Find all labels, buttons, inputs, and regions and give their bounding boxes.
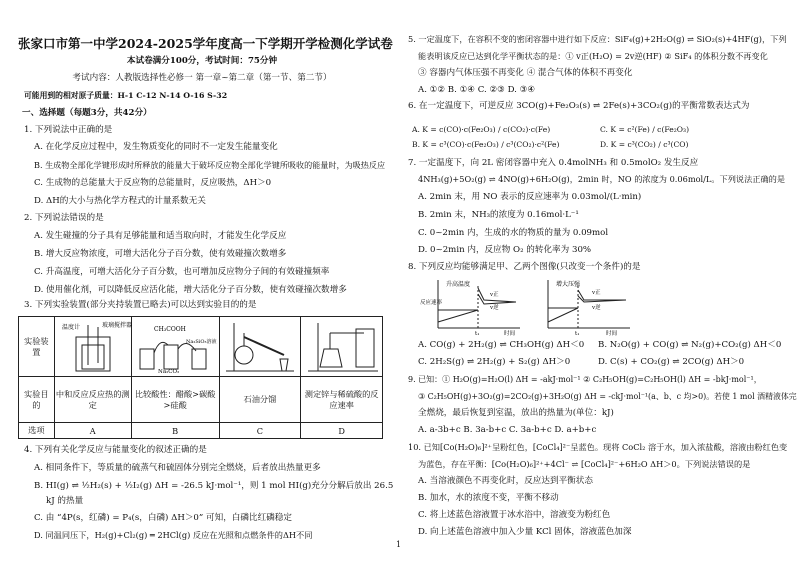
q3-purpose-d: 测定锌与稀硫酸的反应速率 (301, 377, 383, 423)
graph1-label: 升高温度 (446, 281, 471, 288)
q1-option-b: B. 生成物全部化学键形成时所释放的能量大于破坏反应物全部化学键所吸收的能量时，为吸热反应 (34, 160, 386, 170)
q8-option-c: C. 2H₂S(g) ⇌ 2H₂(g) + S₂(g) ΔH＞0 (418, 357, 571, 367)
q8-option-a: A. CO(g) + 2H₂(g) ⇌ CH₃OH(g) ΔH＜0 (418, 340, 585, 350)
q8-stem: 8. 下列反应均能够满足甲、乙两个图像(只改变一个条件)的是 (408, 262, 641, 272)
q3-row-option-head: 选项 (19, 423, 55, 439)
q4-option-c: C. 由 “4P(s，红磷) = P₄(s，白磷) ΔH＞0” 可知，白磷比红磷稳定 (34, 513, 292, 523)
q4-option-b: B. HI(g) ⇌ ½H₂(s) + ½I₂(g) ΔH = -26.5 kJ·mol⁻¹，则 1 mol HI(g)充分分解后放出 26.5 (34, 481, 394, 491)
q2-option-a: A. 发生碰撞的分子具有足够能量和适当取向时，才能发生化学反应 (34, 231, 287, 241)
acetic-label: CH₃COOH (154, 325, 187, 333)
q9-stem-2: ③ C₂H₅OH(g)+3O₂(g)=2CO₂(g)+3H₂O(g) ΔH = -ckJ·mol⁻¹(a、b、c 均>0)。若使 1 mol 酒精液体完 (418, 392, 797, 401)
q4-stem: 4. 下列有关化学反应与能量变化的叙述正确的是 (24, 445, 207, 455)
q3-purpose-b: 比较酸性：醋酸>碳酸>硅酸 (131, 377, 219, 423)
q7-option-b: B. 2min 末，NH₃的浓度为 0.16mol·L⁻¹ (418, 210, 579, 220)
q5-stem: 5. 一定温度下，在容积不变的密闭容器中进行如下反应：SiF₄(g)+2H₂O(g) ⇌ SiO₂(s)+4HF(g)，下列 (408, 34, 787, 44)
q1-option-a: A. 在化学反应过程中，发生物质变化的同时不一定发生能量变化 (34, 142, 278, 152)
graph1-t: t₁ (475, 331, 480, 337)
score-time: 本试卷满分100分，考试时间：75分钟 (126, 56, 278, 66)
graph2-t: t₁ (575, 331, 580, 337)
q8-option-d: D. C(s) + CO₂(g) ⇌ 2CO(g) ΔH＞0 (598, 357, 745, 367)
reaction-rate-diagram (304, 319, 380, 375)
q2-option-c: C. 升高温度，可增大活化分子百分数，也可增加反应物分子间的有效碰撞频率 (34, 267, 330, 277)
q7-option-d: D. 0~2min 内，反应物 O₂ 的转化率为 30% (418, 245, 592, 255)
q3-row-purpose-head: 实验目的 (19, 377, 55, 423)
q1-option-d: D. ΔH的大小与热化学方程式的计量系数无关 (34, 196, 206, 206)
q1-stem: 1. 下列说法中正确的是 (24, 125, 113, 135)
q2-stem: 2. 下列说法错误的是 (24, 213, 104, 223)
q9-options: A. a-3b+c B. 3a-b+c C. 3a-b+c D. a+b+c (418, 425, 597, 435)
apparatus-a (54, 317, 131, 377)
graph2-xlabel: 时间 (606, 331, 618, 337)
q7-option-a: A. 2min 末，用 NO 表示的反应速率为 0.03mol/(L·min) (418, 192, 642, 202)
q5-stem-2: 能表明该反应已达到化学平衡状态的是：① v正(H₂O) = 2v逆(HF) ② SiF₄ 的体积分数不再变化 (418, 51, 768, 61)
graph1-vfwd: v正 (490, 292, 499, 298)
graph2-vfwd: v正 (592, 290, 601, 296)
page-number: 1 (396, 540, 402, 549)
silicate-label: Na₂SiO₃溶液 (186, 338, 217, 345)
q3-row-apparatus-head: 实验装置 (19, 317, 55, 377)
q2-option-d: D. 使用催化剂，可以降低反应活化能，增大活化分子百分数，使有效碰撞次数增多 (34, 285, 347, 295)
carbonate-label: Na₂CO₃ (158, 368, 180, 375)
q10-option-a: A. 当溶液颜色不再变化时，反应达到平衡状态 (418, 476, 593, 486)
graph-pressure (530, 276, 650, 336)
acid-strength-diagram (134, 319, 216, 375)
section-heading: 一、选择题（每题3分，共42分） (22, 108, 152, 118)
q3-apparatus-table (18, 316, 383, 439)
apparatus-b (131, 317, 219, 377)
q7-stem-2: 4NH₃(g)+5O₂(g) ⇌ 4NO(g)+6H₂O(g)，2min 时，NO 的浓度为 0.06mol/L。下列说法正确的是 (418, 174, 786, 184)
q3-option-c: C (219, 423, 301, 439)
q1-option-c: C. 生成物的总能量大于反应物的总能量时，反应吸热，ΔH＞0 (34, 178, 272, 188)
q9-stem-3: 全燃烧，最后恢复到室温，放出的热量为(单位：kJ) (418, 408, 614, 418)
q3-option-b: B (131, 423, 219, 439)
graph1-ylabel: 反应速率 (420, 300, 443, 306)
q6-stem: 6. 在一定温度下，可逆反应 3CO(g)+Fe₂O₃(s) ⇌ 2Fe(s)+3CO₂(g)的平衡常数表达式为 (408, 101, 750, 111)
atomic-mass: 可能用到的相对原子质量：H-1 C-12 N-14 O-16 S-32 (24, 91, 228, 100)
q3-purpose-a: 中和反应反应热的测定 (54, 377, 131, 423)
stirrer-label: 玻璃搅拌器 (101, 321, 132, 329)
apparatus-d (301, 317, 383, 377)
q10-stem: 10. 已知[Co(H₂O)₆]²⁺呈粉红色，[CoCl₄]²⁻呈蓝色。现将 CoCl₂ 溶于水，加入浓盐酸，溶液由粉红色变 (408, 442, 788, 452)
graph2-vrev: v逆 (592, 305, 601, 311)
calorimeter-diagram (58, 319, 132, 375)
q10-option-d: D. 向上述蓝色溶液中加入少量 KCl 固体，溶液蓝色加深 (418, 527, 632, 537)
thermometer-label: 温度计 (61, 323, 80, 331)
exam-title: 张家口市第一中学2024-2025学年度高一下学期开学检测化学试卷 (18, 36, 393, 51)
q4-option-a: A. 相同条件下，等质量的硫蒸气和硫固体分别完全燃烧，后者放出热量更多 (34, 463, 321, 473)
q6-option-a: A. K = c(CO)·c(Fe₂O₃) / c(CO₂)·c(Fe) (412, 125, 551, 134)
q7-option-c: C. 0~2min 内，生成的水的物质的量为 0.09mol (418, 228, 609, 238)
q6-option-d: D. K = c³(CO₂) / c³(CO) (600, 140, 689, 149)
q6-option-c: C. K = c²(Fe) / c(Fe₂O₃) (600, 125, 690, 134)
q10-option-c: C. 将上述蓝色溶液置于冰水浴中，溶液变为粉红色 (418, 510, 611, 520)
graph2-label: 增大压强 (556, 281, 581, 288)
q8-option-b: B. N₂O(g) + CO(g) ⇌ N₂(g)+CO₂(g) ΔH＜0 (598, 340, 782, 350)
exam-scope: 考试内容：人教版选择性必修一 第一章~第二章（第一节、第二节） (72, 73, 332, 83)
q7-stem: 7. 一定温度下，向 2L 密闭容器中充入 0.4molNH₃ 和 0.5molO₂ 发生反应 (408, 158, 699, 168)
q9-stem: 9. 已知：① H₂O(g)=H₂O(l) ΔH = -akJ·mol⁻¹ ② C₂H₅OH(g)=C₂H₅OH(l) ΔH = -bkJ·mol⁻¹， (408, 375, 762, 384)
q6-option-b: B. K = c³(CO)·c(Fe₂O₃) / c³(CO₂)·c²(Fe) (412, 140, 560, 149)
q3-stem: 3. 下列实验装置(部分夹持装置已略去)可以达到实验目的的是 (24, 300, 257, 310)
distillation-diagram (222, 319, 298, 375)
q4-option-b-cont: kJ 的热量 (46, 496, 84, 506)
q10-option-b: B. 加水，水的浓度不变，平衡不移动 (418, 493, 559, 503)
apparatus-c (219, 317, 301, 377)
q4-option-d: D. 同温同压下，H₂(g)+Cl₂(g) ═ 2HCl(g) 反应在光照和点燃条件的ΔH不同 (34, 530, 313, 540)
q10-stem-2: 为蓝色，存在平衡：[Co(H₂O)₆]²⁺+4Cl⁻ ⇌ [CoCl₄]²⁻+6H₂O ΔH＞0。下列说法错误的是 (418, 459, 751, 469)
q2-option-b: B. 增大反应物浓度，可增大活化分子百分数，使有效碰撞次数增多 (34, 249, 287, 259)
q3-option-d: D (301, 423, 383, 439)
graph1-xlabel: 时间 (504, 331, 516, 337)
q5-stem-3: ③ 容器内气体压强不再变化 ④ 混合气体的体积不再变化 (418, 68, 633, 78)
q3-purpose-c: 石油分馏 (219, 377, 301, 423)
q5-options: A. ①② B. ①④ C. ②③ D. ③④ (418, 85, 536, 95)
q3-option-a: A (54, 423, 131, 439)
graph1-vrev: v逆 (490, 305, 499, 311)
